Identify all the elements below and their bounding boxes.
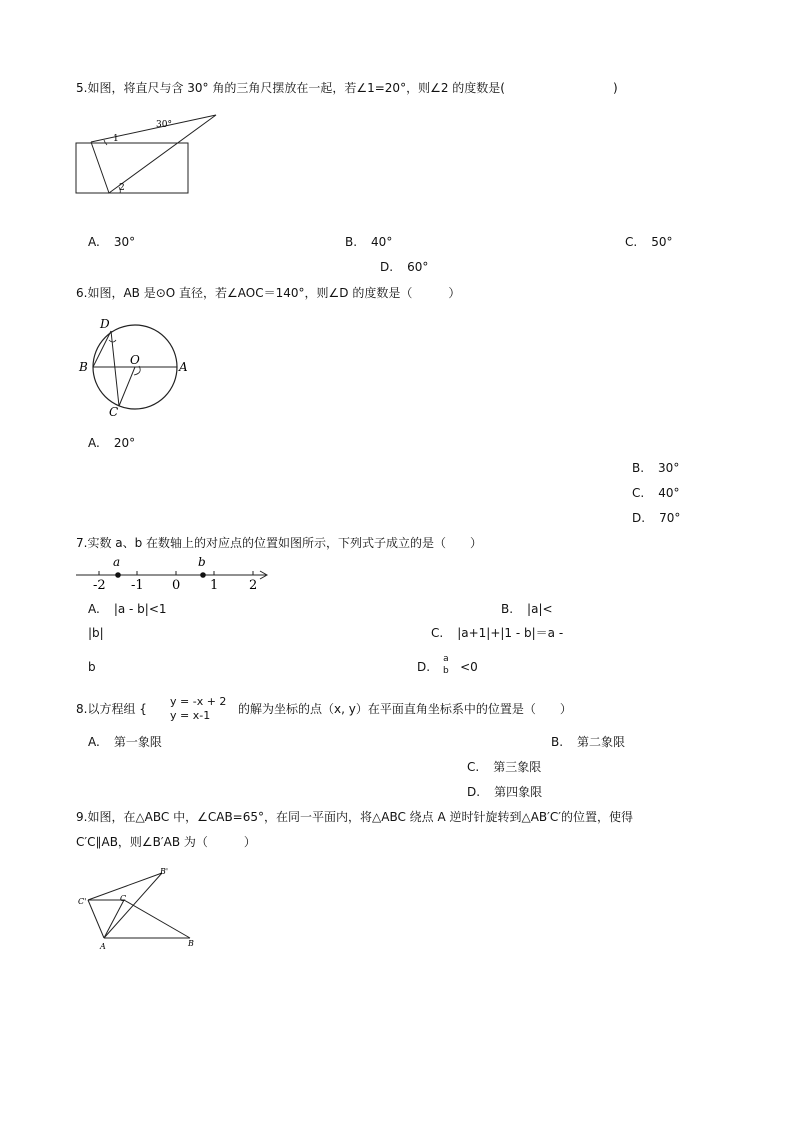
q5-figure xyxy=(74,112,199,202)
q8-option-a[interactable]: A. 第一象限 xyxy=(88,735,162,749)
q8-stem-before: 8.以方程组 { xyxy=(76,702,147,716)
q5-option-c[interactable]: C. 50° xyxy=(625,235,673,249)
q7-tick-1: 1 xyxy=(210,578,219,593)
q5-label-30: 30° xyxy=(156,120,172,130)
q7-tick-m1: -1 xyxy=(131,578,144,593)
q7-option-c-cont: b xyxy=(88,660,96,674)
q6-label-d: D xyxy=(100,317,110,331)
q5-option-a[interactable]: A. 30° xyxy=(88,235,136,249)
q9-label-cp: C' xyxy=(78,897,87,906)
q9-label-b: B xyxy=(188,939,194,948)
q6-label-c: C xyxy=(109,405,119,419)
q7-option-a[interactable]: A. |a - b|<1 xyxy=(88,602,167,616)
q7-option-d-fraction: a b xyxy=(443,654,449,676)
q7-option-b[interactable]: B. |a|< xyxy=(501,602,553,616)
q8-equation-system xyxy=(170,696,226,721)
q5-option-d[interactable]: D. 60° xyxy=(380,260,429,274)
q5-option-b[interactable]: B. 40° xyxy=(345,235,393,249)
q6-option-c[interactable]: C. 40° xyxy=(632,486,680,500)
q9-figure xyxy=(74,866,214,956)
q8-option-c[interactable]: C. 第三象限 xyxy=(467,760,542,774)
q6-label-a: A xyxy=(179,360,188,374)
q9-label-a: A xyxy=(100,942,106,951)
q5-label-2: 2 xyxy=(119,183,125,193)
q6-option-a[interactable]: A. 20° xyxy=(88,436,136,450)
q6-label-b: B xyxy=(79,360,88,374)
q5-label-1: 1 xyxy=(113,134,119,144)
q7-number-line xyxy=(76,556,276,592)
q5-stem: 5.如图，将直尺与含 30° 角的三角尺摆放在一起，若∠1=20°，则∠2 的度数是( ) xyxy=(76,81,618,95)
q8-option-b[interactable]: B. 第二象限 xyxy=(551,735,626,749)
q7-option-c[interactable]: C. |a+1|+|1 - b|＝a - xyxy=(431,626,564,640)
q6-option-d[interactable]: D. 70° xyxy=(632,511,681,525)
q7-tick-m2: -2 xyxy=(93,578,106,593)
q7-label-b: b xyxy=(198,555,206,569)
q7-option-b-cont: |b| xyxy=(88,626,104,640)
q8-eq2: y = x-1 xyxy=(170,709,211,722)
q8-stem-after: 的解为坐标的点（x, y）在平面直角坐标系中的位置是（ ） xyxy=(238,702,572,716)
q9-label-bp: B' xyxy=(160,867,169,876)
q6-option-b[interactable]: B. 30° xyxy=(632,461,680,475)
q6-stem: 6.如图，AB 是⊙O 直径，若∠AOC＝140°，则∠D 的度数是（ ） xyxy=(76,286,461,300)
q8-eq1: y = -x + 2 xyxy=(170,695,227,708)
q6-figure xyxy=(76,313,196,423)
q9-stem-line2: C′C∥AB，则∠B′AB 为（ ） xyxy=(76,835,256,849)
q6-label-o: O xyxy=(130,353,140,367)
q8-option-d[interactable]: D. 第四象限 xyxy=(467,785,543,799)
q7-stem: 7.实数 a、b 在数轴上的对应点的位置如图所示，下列式子成立的是（ ） xyxy=(76,536,483,550)
q9-label-c: C xyxy=(120,894,127,903)
q7-label-a: a xyxy=(113,555,121,569)
q9-stem-line1: 9.如图，在△ABC 中，∠CAB=65°，在同一平面内，将△ABC 绕点 A 逆时针旋转到△AB′C′的位置，使得 xyxy=(76,810,633,824)
q7-tick-0: 0 xyxy=(172,578,181,593)
q7-option-d[interactable]: D. <0 xyxy=(417,660,478,674)
q7-tick-2: 2 xyxy=(249,578,258,593)
